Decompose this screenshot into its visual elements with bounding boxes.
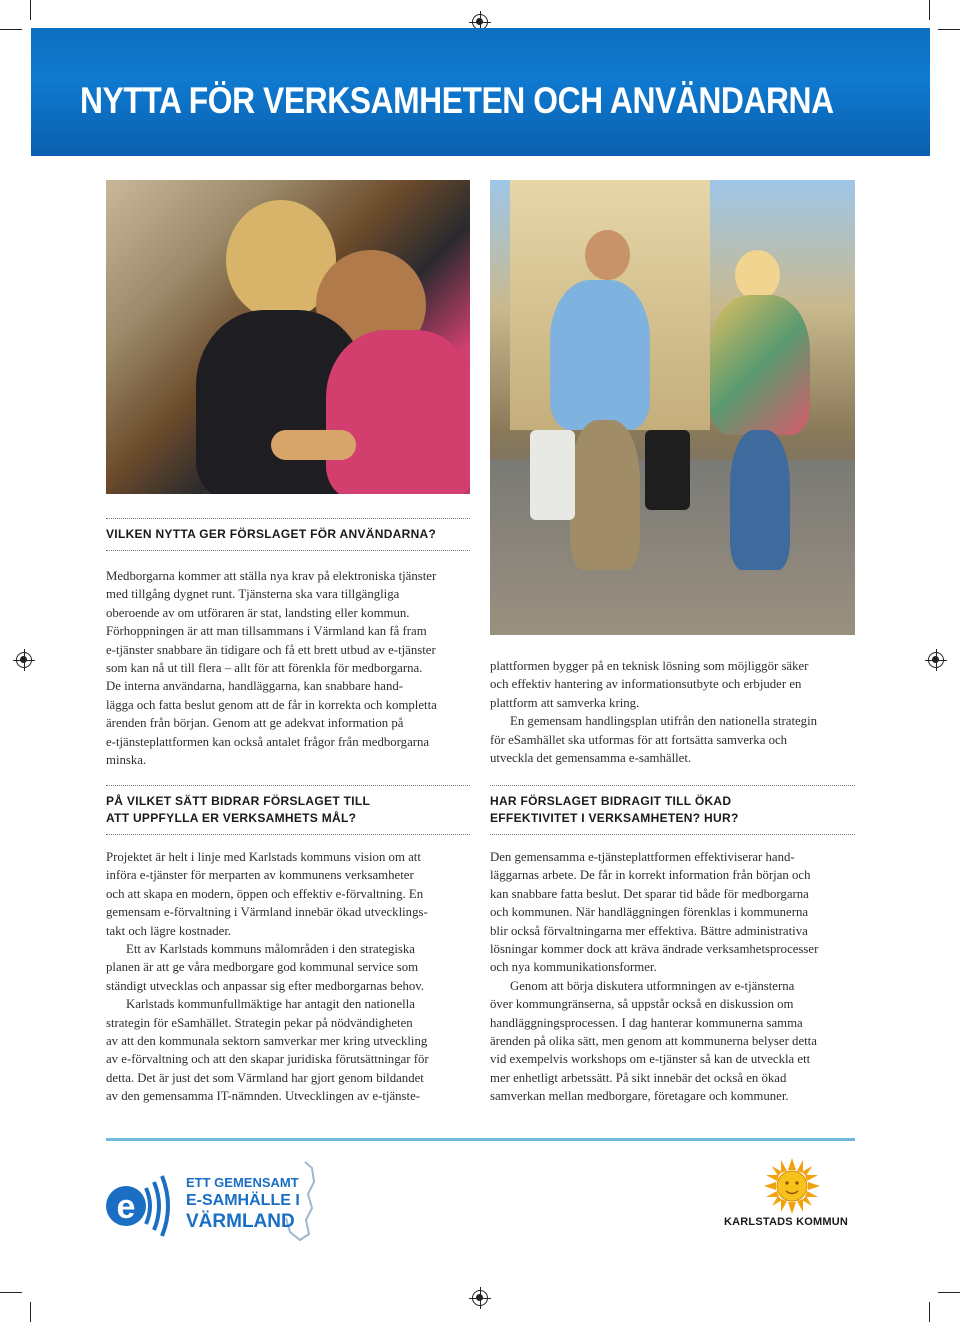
- text-line: Den gemensamma e-tjänsteplattformen effektiviserar hand-: [490, 850, 795, 864]
- text-line: lösningar kommer dock att kräva ändrade verksamhetsprocesser: [490, 942, 819, 957]
- text-line: gemensam e-förvaltning i Värmland innebär ökad utvecklings-: [106, 905, 428, 920]
- text-line: vid exempelvis workshops om e-tjänster så kan de utveckla ett: [490, 1052, 811, 1067]
- body-text: [490, 848, 855, 1106]
- text-line: De interna användarna, handläggarna, kan snabbare hand-: [106, 679, 404, 694]
- section-heading: [106, 785, 470, 835]
- body-text: [106, 848, 470, 1106]
- logo-line3: VÄRMLAND: [186, 1211, 295, 1232]
- heading-line: EFFEKTIVITET I VERKSAMHETEN? HUR?: [490, 811, 739, 825]
- registration-mark-icon: [928, 652, 944, 668]
- text-line: kan snabbare fatta beslut. Det sparar tid både för medborgarna: [490, 886, 809, 901]
- text-line: plattformen bygger på en teknisk lösning som möjliggör säker: [490, 659, 809, 673]
- logo-line2: E-SAMHÄLLE I: [186, 1192, 300, 1209]
- text-line: som kan nå ut till flera – allt för att förenkla för medborgarna.: [106, 661, 423, 676]
- text-line: detta. Det är just det som Värmland har gjort genom bildandet: [106, 1070, 424, 1085]
- esamhalle-logo-icon: [100, 1158, 320, 1248]
- text-line: Medborgarna kommer att ställa nya krav på elektroniska tjänster: [106, 569, 437, 583]
- text-line: för eSamhället ska utformas för att fortsätta samverka och: [490, 732, 788, 747]
- section-heading: [106, 518, 470, 551]
- esamhalle-logo: [100, 1158, 320, 1248]
- text-line: av den gemensamma IT-nämnden. Utvecklingen av e-tjänste-: [106, 1089, 421, 1104]
- crop-mark: [938, 1292, 960, 1293]
- text-line: och att skapa en modern, öppen och effektiv e-förvaltning. En: [106, 886, 424, 901]
- text-line: Karlstads kommunfullmäktige har antagit den nationella: [126, 997, 415, 1012]
- text-line: och nya kommunikationsformer.: [490, 960, 657, 975]
- crop-mark: [0, 29, 22, 30]
- heading-line: HAR FÖRSLAGET BIDRAGIT TILL ÖKAD: [490, 794, 732, 808]
- text-line: e-tjänster snabbare än tidigare och få ett brett utbud av e-tjänster: [106, 642, 436, 657]
- heading-line: PÅ VILKET SÄTT BIDRAR FÖRSLAGET TILL: [106, 794, 371, 808]
- crop-mark: [30, 1302, 31, 1322]
- body-text: [490, 657, 855, 767]
- karlstad-sun-logo: [764, 1158, 820, 1214]
- text-line: takt och lägre kostnader.: [106, 923, 232, 938]
- text-line: minska.: [106, 753, 147, 768]
- text-line: över kommungränserna, så uppstår också en diskussion om: [490, 997, 794, 1012]
- text-line: Projektet är helt i linje med Karlstads kommuns vision om att: [106, 850, 421, 864]
- heading-line: VILKEN NYTTA GER FÖRSLAGET FÖR ANVÄNDARNA?: [106, 527, 437, 541]
- text-line: En gemensam handlingsplan utifrån den nationella strategin: [510, 714, 818, 729]
- registration-mark-icon: [16, 652, 32, 668]
- text-line: planen är att ge våra medborgare god kommunal service som: [106, 960, 419, 975]
- text-line: samverkan mellan medborgare, företagare och kommuner.: [490, 1089, 789, 1104]
- crop-mark: [0, 1292, 22, 1293]
- text-line: läggarnas arbete. De får in korrekt information från början och: [490, 868, 811, 883]
- registration-mark-icon: [472, 1290, 488, 1306]
- body-text: [106, 567, 470, 769]
- text-line: och kommunen. När handläggningen förenklas i kommunerna: [490, 905, 809, 920]
- text-line: införa e-tjänster för merparten av kommunens verksamheter: [106, 868, 414, 883]
- text-line: Genom att börja diskutera utformningen av e-tjänsterna: [510, 978, 795, 993]
- crop-mark: [929, 1302, 930, 1322]
- text-line: e-tjänsteplattformen kan också antalet frågor från medborgarna: [106, 734, 430, 749]
- text-line: utveckla det gemensamma e-samhället.: [490, 751, 692, 766]
- logo-line1: ETT GEMENSAMT: [186, 1175, 299, 1190]
- text-line: mer enhetligt arbetssätt. På sikt innebär det också en ökad: [490, 1070, 787, 1085]
- photo-two-women: [106, 180, 470, 494]
- karlstad-kommun-label: KARLSTADS KOMMUN: [724, 1216, 848, 1228]
- crop-mark: [938, 29, 960, 30]
- text-line: Ett av Karlstads kommuns målområden i den strategiska: [126, 942, 415, 957]
- logo-mark: e: [116, 1188, 136, 1226]
- crop-mark: [30, 0, 31, 20]
- text-line: plattform att samverka kring.: [490, 695, 640, 710]
- text-line: av e-förvaltning och att den skapar juridiska förutsättningar för: [106, 1052, 429, 1067]
- text-line: ärenden på olika sätt, men genom att kommunerna belyser detta: [490, 1034, 817, 1049]
- crop-mark: [929, 0, 930, 20]
- text-line: blir också förvaltningarna mer effektiva. Bättre administrativa: [490, 923, 808, 938]
- text-line: oberoende av om utföraren är stat, landsting eller kommun.: [106, 605, 410, 620]
- text-line: Förhoppningen är att man tillsammans i Värmland kan få fram: [106, 624, 427, 639]
- sun-icon: [764, 1158, 820, 1214]
- text-line: ständigt utvecklas och anpassar sig efter medborgarnas behov.: [106, 978, 425, 993]
- section-heading: [490, 785, 855, 835]
- text-line: strategin för eSamhället. Strategin pekar på nödvändigheten: [106, 1015, 413, 1030]
- page-title: NYTTA FÖR VERKSAMHETEN OCH ANVÄNDARNA: [80, 80, 834, 121]
- text-line: och effektiv hantering av informationsutbyte och erbjuder en: [490, 677, 802, 692]
- text-line: lägga och fatta beslut genom att de får in korrekta och kompletta: [106, 697, 437, 712]
- text-line: med tillgång dygnet runt. Tjänsterna ska vara tillgängliga: [106, 587, 400, 602]
- photo-couple-shopping: [490, 180, 855, 635]
- text-line: av att den kommunala sektorn samverkar mer kring utveckling: [106, 1034, 428, 1049]
- footer-rule: [106, 1138, 855, 1141]
- text-line: ärenden från början. Genom att ge adekvat information på: [106, 716, 404, 731]
- text-line: handläggningsprocessen. I dag hanterar kommunerna samma: [490, 1015, 803, 1030]
- heading-line: ATT UPPFYLLA ER VERKSAMHETS MÅL?: [106, 811, 357, 825]
